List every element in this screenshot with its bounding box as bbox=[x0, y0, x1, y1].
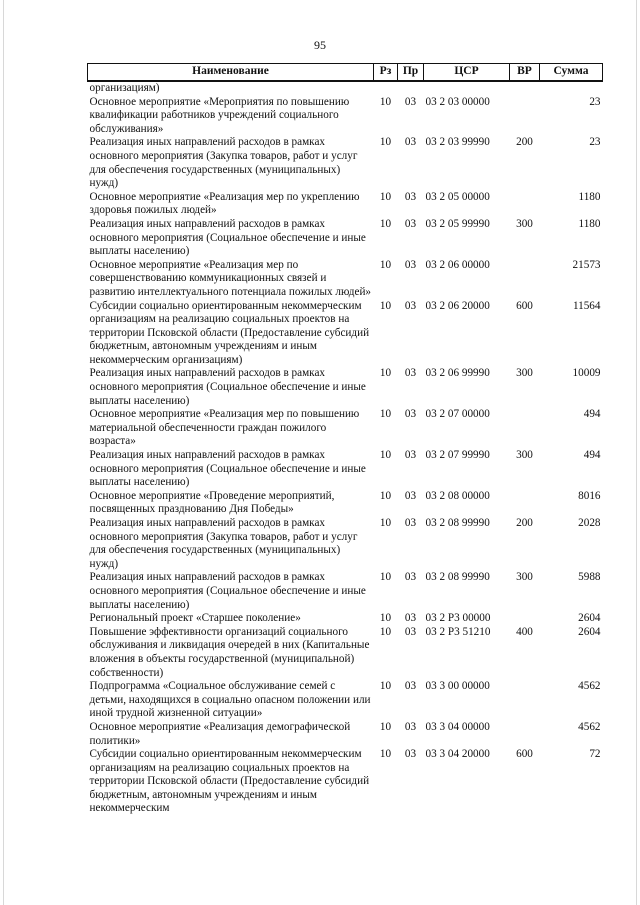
cell-pr: 03 bbox=[404, 489, 417, 502]
cell-name: Субсидии социально ориентированным некоммерческим организациям на реализацию социальных проектов на территории Псковской области (Предоставление субсидий бюджетным, автономным учреждениям и иным некоммерческим организациям) bbox=[89, 299, 370, 366]
cell-vr: 600 bbox=[516, 748, 533, 761]
page-number: 95 bbox=[314, 38, 326, 52]
cell-pr: 03 bbox=[404, 748, 417, 761]
cell-rz bbox=[374, 81, 398, 96]
cell-sum: 4562 bbox=[578, 680, 601, 693]
cell-sum: 1180 bbox=[578, 190, 601, 203]
cell-csr: 03 2 07 00000 bbox=[425, 408, 490, 421]
cell-csr: 03 2 06 00000 bbox=[425, 258, 490, 271]
table-row bbox=[88, 191, 603, 218]
header-row bbox=[88, 64, 603, 82]
cell-pr: 03 bbox=[404, 258, 417, 271]
cell-sum bbox=[540, 81, 603, 96]
cell-sum: 4562 bbox=[578, 720, 601, 733]
cell-csr: 03 2 P3 00000 bbox=[425, 612, 491, 625]
table-row bbox=[88, 96, 603, 137]
cell-csr: 03 2 03 99990 bbox=[425, 136, 490, 149]
header-sum: Сумма bbox=[540, 64, 603, 82]
cell-pr: 03 bbox=[404, 517, 417, 529]
cell-pr: 03 bbox=[404, 367, 417, 380]
cell-rz: 10 bbox=[379, 489, 392, 502]
cell-vr: 200 bbox=[516, 517, 533, 529]
cell-sum: 5988 bbox=[578, 571, 601, 584]
cell-vr: 300 bbox=[516, 367, 533, 380]
cell-pr: 03 bbox=[404, 720, 417, 733]
cell-name: Реализация иных направлений расходов в рамках основного мероприятия (Закупка товаров, работ и услуг для обеспечения государственных (муниципальных) нужд) bbox=[89, 136, 358, 190]
cell-csr: 03 2 06 20000 bbox=[425, 299, 490, 312]
cell-name: Основное мероприятие «Мероприятия по повышению квалификации работников учреждений социального обслуживания» bbox=[89, 95, 350, 135]
cell-sum: 21573 bbox=[572, 258, 601, 271]
cell-name: Основное мероприятие «Реализация мер по укреплению здоровья пожилых людей» bbox=[89, 190, 360, 217]
cell-sum: 23 bbox=[589, 136, 601, 149]
cell-sum: 2604 bbox=[578, 612, 601, 625]
cell-rz: 10 bbox=[379, 517, 392, 529]
cell-rz: 10 bbox=[379, 136, 392, 149]
table-row bbox=[88, 626, 603, 680]
cell-name: организациям) bbox=[89, 82, 160, 94]
cell-sum: 23 bbox=[589, 95, 601, 108]
cell-sum: 72 bbox=[589, 748, 601, 761]
cell-name: Реализация иных направлений расходов в рамках основного мероприятия (Социальное обеспечение и иные выплаты населению) bbox=[89, 449, 366, 489]
cell-name: Региональный проект «Старшее поколение» bbox=[89, 612, 301, 625]
cell-name: Повышение эффективности организаций социального обслуживания и ликвидация очередей в них (Капитальные вложения в объекты государственной (муниципальной) собственности) bbox=[89, 625, 370, 679]
cell-pr: 03 bbox=[404, 136, 417, 149]
cell-rz: 10 bbox=[379, 720, 392, 733]
cell-pr: 03 bbox=[404, 612, 417, 625]
cell-name: Реализация иных направлений расходов в рамках основного мероприятия (Закупка товаров, работ и услуг для обеспечения государственных (муниципальных) нужд) bbox=[89, 517, 358, 570]
cell-sum: 8016 bbox=[578, 489, 601, 502]
cell-rz: 10 bbox=[379, 299, 392, 312]
cell-vr: 600 bbox=[516, 299, 533, 312]
cell-name: Основное мероприятие «Реализация мер по совершенствованию коммуникационных связей и развитию интеллектуального потенциала пожилых людей» bbox=[89, 258, 372, 298]
cell-pr bbox=[398, 81, 424, 96]
header-csr: ЦСР bbox=[424, 64, 510, 82]
cell-csr bbox=[424, 81, 510, 96]
cell-pr: 03 bbox=[404, 571, 417, 584]
cell-rz: 10 bbox=[379, 190, 392, 203]
cell-rz: 10 bbox=[379, 408, 392, 421]
cell-vr: 200 bbox=[516, 136, 533, 149]
cell-csr: 03 2 05 99990 bbox=[425, 217, 490, 230]
cell-rz: 10 bbox=[379, 571, 392, 584]
cell-csr: 03 3 04 00000 bbox=[425, 720, 490, 733]
table-row bbox=[88, 612, 603, 626]
cell-csr: 03 2 07 99990 bbox=[425, 449, 490, 462]
table-body bbox=[88, 81, 603, 816]
cell-rz: 10 bbox=[379, 680, 392, 693]
cell-rz: 10 bbox=[379, 612, 392, 625]
cell-pr: 03 bbox=[404, 95, 417, 108]
table-row bbox=[88, 490, 603, 517]
cell-rz: 10 bbox=[379, 748, 392, 761]
header-vr: ВР bbox=[510, 64, 540, 82]
table-row bbox=[88, 449, 603, 490]
header-rz: Рз bbox=[374, 64, 398, 82]
header-pr: Пр bbox=[398, 64, 424, 82]
cell-rz: 10 bbox=[379, 258, 392, 271]
cell-pr: 03 bbox=[404, 299, 417, 312]
cell-sum: 494 bbox=[583, 408, 601, 421]
header-name: Наименование bbox=[88, 64, 374, 82]
cell-vr bbox=[510, 96, 540, 137]
cell-sum: 10009 bbox=[572, 367, 601, 380]
cell-rz: 10 bbox=[379, 367, 392, 380]
cell-pr: 03 bbox=[404, 190, 417, 203]
table-row bbox=[88, 259, 603, 300]
cell-sum: 494 bbox=[583, 449, 601, 462]
cell-vr: 300 bbox=[516, 449, 533, 462]
cell-name: Субсидии социально ориентированным некоммерческим организациям на реализацию социальных проектов на территории Псковской области (Предоставление субсидий бюджетным, автономным учреждениям и иным некоммерческим bbox=[89, 748, 370, 815]
cell-vr bbox=[510, 191, 540, 218]
cell-csr: 03 3 04 20000 bbox=[425, 748, 490, 761]
scan-edge-left bbox=[3, 0, 4, 905]
table-row bbox=[88, 571, 603, 612]
cell-csr: 03 2 03 00000 bbox=[425, 95, 490, 108]
cell-vr bbox=[510, 612, 540, 626]
cell-rz: 10 bbox=[379, 95, 392, 108]
table-header bbox=[88, 64, 603, 82]
table-row bbox=[88, 81, 603, 96]
cell-csr: 03 3 00 00000 bbox=[425, 680, 490, 693]
cell-sum: 2604 bbox=[578, 625, 601, 638]
cell-vr bbox=[510, 721, 540, 748]
cell-rz: 10 bbox=[379, 217, 392, 230]
cell-pr: 03 bbox=[404, 625, 417, 638]
cell-vr: 300 bbox=[516, 571, 533, 584]
cell-vr bbox=[510, 259, 540, 300]
cell-pr: 03 bbox=[404, 408, 417, 421]
cell-rz: 10 bbox=[379, 625, 392, 638]
cell-name: Основное мероприятие «Проведение мероприятий, посвященных празднованию Дня Победы» bbox=[89, 489, 335, 516]
cell-csr: 03 2 08 00000 bbox=[425, 489, 490, 502]
cell-vr: 300 bbox=[516, 217, 533, 230]
cell-vr bbox=[510, 81, 540, 96]
cell-name: Реализация иных направлений расходов в рамках основного мероприятия (Социальное обеспечение и иные выплаты населению) bbox=[89, 217, 366, 258]
cell-sum: 11564 bbox=[572, 299, 601, 312]
table-row bbox=[88, 218, 603, 259]
cell-vr bbox=[510, 680, 540, 721]
table-row bbox=[88, 748, 603, 816]
cell-vr: 400 bbox=[516, 625, 533, 638]
cell-pr: 03 bbox=[404, 449, 417, 462]
table-row bbox=[88, 300, 603, 368]
cell-csr: 03 2 P3 51210 bbox=[425, 625, 491, 638]
cell-sum: 2028 bbox=[578, 517, 601, 529]
cell-name: Подпрограмма «Социальное обслуживание семей с детьми, находящихся в социально опасном положении или иной трудной жизненной ситуации» bbox=[89, 680, 371, 720]
cell-pr: 03 bbox=[404, 217, 417, 230]
cell-name: Реализация иных направлений расходов в рамках основного мероприятия (Социальное обеспечение и иные выплаты населению) bbox=[89, 571, 366, 611]
table-row bbox=[88, 680, 603, 721]
cell-vr bbox=[510, 490, 540, 517]
cell-csr: 03 2 08 99990 bbox=[425, 517, 490, 529]
cell-rz: 10 bbox=[379, 449, 392, 462]
scan-edge-right bbox=[636, 0, 637, 905]
budget-table bbox=[87, 63, 603, 816]
cell-csr: 03 2 05 00000 bbox=[425, 190, 490, 203]
table-row bbox=[88, 408, 603, 449]
cell-name: Основное мероприятие «Реализация демографической политики» bbox=[89, 720, 351, 747]
table-row bbox=[88, 367, 603, 408]
table-row bbox=[88, 136, 603, 190]
cell-csr: 03 2 06 99990 bbox=[425, 367, 490, 380]
cell-name: Реализация иных направлений расходов в рамках основного мероприятия (Социальное обеспечение и иные выплаты населению) bbox=[89, 367, 366, 407]
cell-csr: 03 2 08 99990 bbox=[425, 571, 490, 584]
table-row bbox=[88, 721, 603, 748]
cell-vr bbox=[510, 408, 540, 449]
cell-sum: 1180 bbox=[578, 217, 601, 230]
cell-pr: 03 bbox=[404, 680, 417, 693]
table-row bbox=[88, 517, 603, 571]
cell-name: Основное мероприятие «Реализация мер по повышению материальной обеспеченности граждан пожилого возраста» bbox=[89, 408, 360, 448]
